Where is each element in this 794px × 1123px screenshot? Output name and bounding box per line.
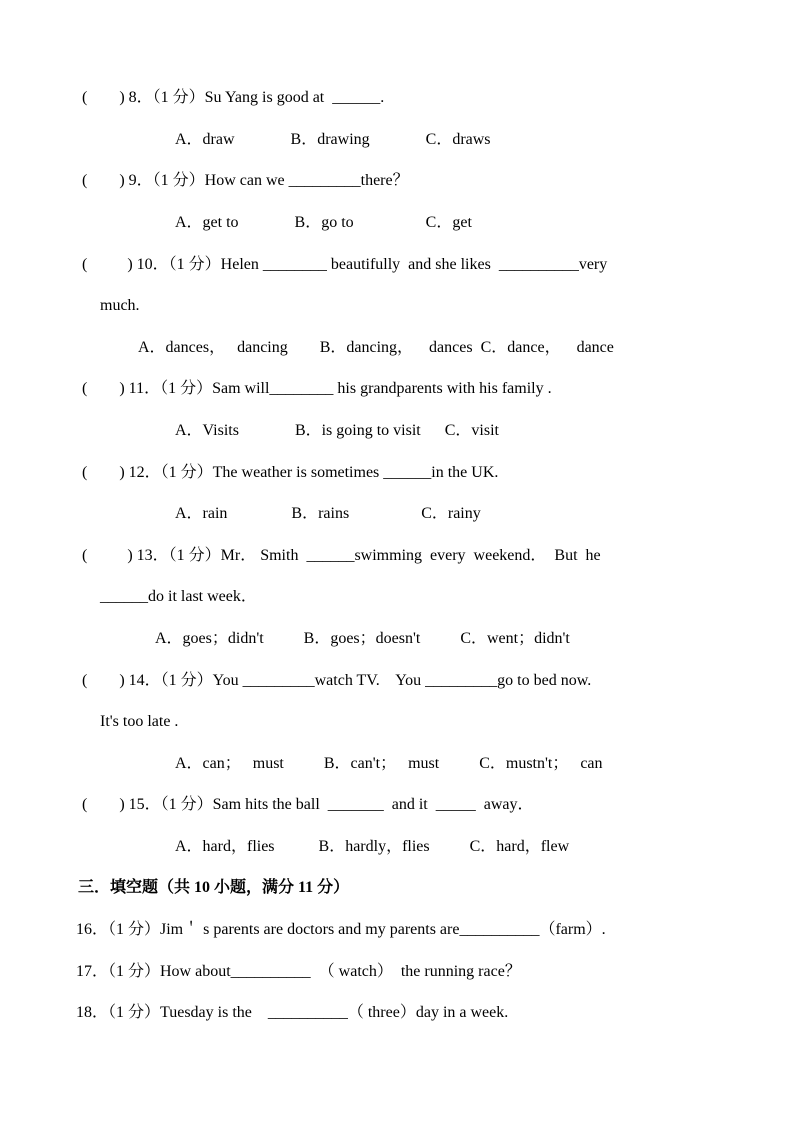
question-15-options: A．hard，flies B．hardly，flies C．hard，flew: [175, 838, 570, 855]
question-9-options: A．get to B．go to C．get: [175, 214, 472, 231]
question-13-continuation: ______do it last week．: [100, 588, 257, 605]
section-3-title: 三．填空题（共 10 小题，满分 11 分）: [78, 879, 350, 896]
question-13-options: A．goes；didn't B．goes；doesn't C．went；didn't: [155, 630, 570, 647]
question-12-options: A．rain B．rains C．rainy: [175, 505, 481, 522]
question-13-stem: ( ) 13．（1 分）Mr． Smith ______swimming every weekend． But he: [82, 547, 601, 564]
question-9-stem: ( ) 9．（1 分）How can we _________there？: [82, 172, 409, 189]
question-12-stem: ( ) 12．（1 分）The weather is sometimes ______in the UK.: [82, 464, 499, 481]
question-11-stem: ( ) 11．（1 分）Sam will________ his grandparents with his family .: [82, 380, 552, 397]
question-16: 16．（1 分）Jim＇ s parents are doctors and my parents are__________（farm）.: [76, 921, 606, 938]
question-8-stem: ( ) 8．（1 分）Su Yang is good at ______.: [82, 89, 385, 106]
question-10-options: A．dances， dancing B．dancing， dances C．dance， dance: [138, 339, 614, 356]
question-18: 18．（1 分）Tuesday is the __________（ three）day in a week.: [76, 1004, 509, 1021]
question-15-stem: ( ) 15．（1 分）Sam hits the ball _______ and it _____ away．: [82, 796, 534, 813]
question-10-continuation: much.: [100, 297, 140, 314]
question-14-continuation: It's too late .: [100, 713, 179, 730]
question-17: 17．（1 分）How about__________ （ watch） the running race？: [76, 963, 521, 980]
question-8-options: A．draw B．drawing C．draws: [175, 131, 491, 148]
question-14-stem: ( ) 14．（1 分）You _________watch TV. You _________go to bed now.: [82, 672, 592, 689]
question-10-stem: ( ) 10．（1 分）Helen ________ beautifully and she likes __________very: [82, 256, 608, 273]
question-11-options: A．Visits B．is going to visit C．visit: [175, 422, 499, 439]
question-14-options: A．can； must B．can't； must C．mustn't； can: [175, 755, 603, 772]
